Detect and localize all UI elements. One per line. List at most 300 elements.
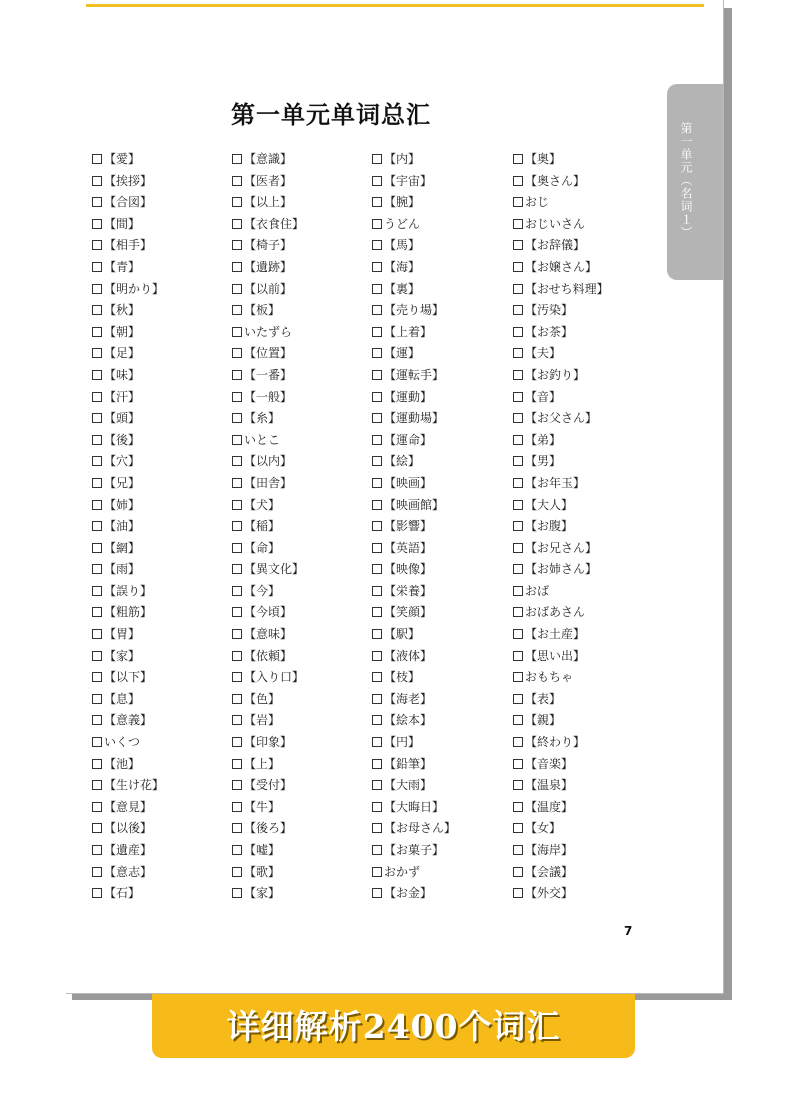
checkbox-icon[interactable] <box>513 651 523 661</box>
vocab-word: 【嘘】 <box>244 843 281 857</box>
checkbox-icon[interactable] <box>92 348 102 358</box>
checkbox-icon[interactable] <box>92 262 102 272</box>
vocab-word: 【運】 <box>384 346 421 361</box>
vocab-word: 【網】 <box>104 540 141 555</box>
checkbox-icon[interactable] <box>372 888 382 898</box>
checkbox-icon[interactable] <box>232 888 242 898</box>
checkbox-icon[interactable] <box>372 845 382 855</box>
vocab-word: 【お母さん】 <box>384 821 457 836</box>
checkbox-icon[interactable] <box>372 564 382 574</box>
vocab-item <box>232 430 304 452</box>
checkbox-icon[interactable] <box>232 586 242 596</box>
checkbox-icon[interactable] <box>513 521 523 531</box>
vocab-item <box>232 862 304 884</box>
checkbox-icon[interactable] <box>513 564 523 574</box>
vocab-word: 【音楽】 <box>525 756 574 771</box>
vocab-item <box>513 451 609 473</box>
vocab-item <box>372 559 456 581</box>
checkbox-icon[interactable] <box>513 370 523 380</box>
vocab-item <box>92 602 164 624</box>
checkbox-icon[interactable] <box>513 780 523 790</box>
checkbox-icon[interactable] <box>92 197 102 207</box>
vocab-item <box>232 581 304 603</box>
vocab-item <box>232 451 304 473</box>
vocab-word: 【犬】 <box>244 497 281 512</box>
checkbox-icon[interactable] <box>92 651 102 661</box>
vocab-item <box>372 451 456 473</box>
vocab-word: 【売り場】 <box>384 303 445 318</box>
checkbox-icon[interactable] <box>372 867 382 877</box>
checkbox-icon[interactable] <box>92 435 102 445</box>
checkbox-icon[interactable] <box>372 521 382 531</box>
vocab-item <box>232 192 304 214</box>
checkbox-icon[interactable] <box>92 867 102 877</box>
checkbox-icon[interactable] <box>372 737 382 747</box>
checkbox-icon[interactable] <box>92 564 102 574</box>
checkbox-icon[interactable] <box>92 284 102 294</box>
vocab-item <box>513 667 609 689</box>
checkbox-icon[interactable] <box>232 802 242 812</box>
checkbox-icon[interactable] <box>513 348 523 358</box>
vocab-item <box>232 538 304 560</box>
vocab-item <box>513 689 609 711</box>
vocab-word: 【思い出】 <box>525 648 586 663</box>
checkbox-icon[interactable] <box>513 500 523 510</box>
checkbox-icon[interactable] <box>232 780 242 790</box>
checkbox-icon[interactable] <box>372 586 382 596</box>
vocab-item <box>232 214 304 236</box>
vocab-word: 【生け花】 <box>104 778 165 793</box>
checkbox-icon[interactable] <box>372 262 382 272</box>
vocab-item <box>372 387 456 409</box>
vocab-word: 【運動】 <box>384 389 433 404</box>
vocab-item <box>372 235 456 257</box>
checkbox-icon[interactable] <box>372 543 382 553</box>
vocab-word: 【お父さん】 <box>525 411 598 426</box>
vocab-word: いたずら <box>244 324 293 339</box>
checkbox-icon[interactable] <box>232 672 242 682</box>
checkbox-icon[interactable] <box>513 629 523 639</box>
vocab-word: 【夫】 <box>525 346 562 361</box>
vocab-item <box>372 279 456 301</box>
vocab-word: 【意義】 <box>104 713 153 728</box>
checkbox-icon[interactable] <box>513 284 523 294</box>
vocab-word: 【味】 <box>104 367 141 382</box>
checkbox-icon[interactable] <box>92 715 102 725</box>
vocab-item <box>232 559 304 581</box>
vocab-word: 【外交】 <box>525 886 574 901</box>
vocab-item <box>513 646 609 668</box>
checkbox-icon[interactable] <box>372 240 382 250</box>
vocab-word: 【海】 <box>384 259 421 274</box>
vocab-item <box>232 257 304 279</box>
vocab-word: 【池】 <box>104 756 141 771</box>
checkbox-icon[interactable] <box>372 305 382 315</box>
vocab-word: 【枝】 <box>384 670 421 685</box>
checkbox-icon[interactable] <box>513 305 523 315</box>
vocab-word: うどん <box>384 216 421 231</box>
vocab-word: 【液体】 <box>384 648 433 663</box>
vocab-item <box>513 408 609 430</box>
vocab-item <box>513 343 609 365</box>
checkbox-icon[interactable] <box>92 759 102 769</box>
checkbox-icon[interactable] <box>92 780 102 790</box>
vocab-word: 【岩】 <box>244 713 281 728</box>
vocab-word: おじいさん <box>525 216 586 231</box>
checkbox-icon[interactable] <box>92 327 102 337</box>
checkbox-icon[interactable] <box>513 197 523 207</box>
vocab-word: 【間】 <box>104 216 141 231</box>
checkbox-icon[interactable] <box>92 629 102 639</box>
checkbox-icon[interactable] <box>92 586 102 596</box>
checkbox-icon[interactable] <box>513 715 523 725</box>
checkbox-icon[interactable] <box>372 176 382 186</box>
vocab-item <box>92 883 164 905</box>
vocab-item <box>372 171 456 193</box>
checkbox-icon[interactable] <box>513 607 523 617</box>
checkbox-icon[interactable] <box>372 219 382 229</box>
vocab-word: 【宇宙】 <box>384 173 433 188</box>
checkbox-icon[interactable] <box>513 413 523 423</box>
vocab-item <box>92 646 164 668</box>
vocab-item <box>372 602 456 624</box>
checkbox-icon[interactable] <box>232 370 242 380</box>
checkbox-icon[interactable] <box>232 413 242 423</box>
checkbox-icon[interactable] <box>513 737 523 747</box>
vocab-item <box>372 430 456 452</box>
vocab-item <box>513 516 609 538</box>
vocab-word: おもちゃ <box>525 670 574 685</box>
checkbox-icon[interactable] <box>372 348 382 358</box>
vocab-word: 【お姉さん】 <box>525 562 598 577</box>
vocab-word: 【女】 <box>525 821 562 836</box>
checkbox-icon[interactable] <box>92 219 102 229</box>
checkbox-icon[interactable] <box>92 694 102 704</box>
vocab-item <box>372 840 456 862</box>
vocab-word: 【終わり】 <box>525 735 586 750</box>
vocab-item <box>232 322 304 344</box>
checkbox-icon[interactable] <box>92 456 102 466</box>
vocab-item <box>232 667 304 689</box>
checkbox-icon[interactable] <box>92 413 102 423</box>
vocab-item <box>513 495 609 517</box>
vocab-item <box>232 171 304 193</box>
vocab-item <box>372 581 456 603</box>
vocab-item <box>232 408 304 430</box>
vocab-word: 【笑顔】 <box>384 605 433 620</box>
checkbox-icon[interactable] <box>372 500 382 510</box>
vocab-word: 【意味】 <box>244 627 293 642</box>
vocab-item <box>372 710 456 732</box>
vocab-item <box>372 689 456 711</box>
checkbox-icon[interactable] <box>232 176 242 186</box>
vocab-item <box>232 495 304 517</box>
vocab-word: 【映画】 <box>384 475 433 490</box>
checkbox-icon[interactable] <box>232 154 242 164</box>
vocab-word: 【円】 <box>384 735 421 750</box>
checkbox-icon[interactable] <box>513 888 523 898</box>
checkbox-icon[interactable] <box>92 888 102 898</box>
vocab-item <box>513 214 609 236</box>
vocab-word: 【板】 <box>244 303 281 318</box>
vocab-word: 【油】 <box>104 519 141 534</box>
vocab-item <box>372 473 456 495</box>
checkbox-icon[interactable] <box>232 823 242 833</box>
checkbox-icon[interactable] <box>513 586 523 596</box>
vocab-item <box>92 343 164 365</box>
checkbox-icon[interactable] <box>92 823 102 833</box>
checkbox-icon[interactable] <box>372 629 382 639</box>
vocab-word: 【奥】 <box>525 152 562 166</box>
vocab-word: 【お年玉】 <box>525 475 586 490</box>
checkbox-icon[interactable] <box>372 370 382 380</box>
vocab-item <box>92 235 164 257</box>
vocab-word: 【腕】 <box>384 195 421 210</box>
vocab-word: 【表】 <box>525 691 562 706</box>
checkbox-icon[interactable] <box>513 867 523 877</box>
vocab-word: 【胃】 <box>104 627 141 642</box>
checkbox-icon[interactable] <box>513 435 523 445</box>
vocab-word: 【映画館】 <box>384 497 445 512</box>
vocab-word: いとこ <box>244 432 281 447</box>
vocab-word: 【内】 <box>384 152 421 166</box>
checkbox-icon[interactable] <box>372 284 382 294</box>
checkbox-icon[interactable] <box>513 478 523 488</box>
checkbox-icon[interactable] <box>92 176 102 186</box>
vocab-item <box>92 689 164 711</box>
checkbox-icon[interactable] <box>232 305 242 315</box>
vocab-item <box>513 862 609 884</box>
checkbox-icon[interactable] <box>232 629 242 639</box>
vocab-item <box>92 408 164 430</box>
vocab-word: 【姉】 <box>104 497 141 512</box>
vocab-word: 【後ろ】 <box>244 821 293 836</box>
checkbox-icon[interactable] <box>372 823 382 833</box>
checkbox-icon[interactable] <box>232 867 242 877</box>
checkbox-icon[interactable] <box>92 672 102 682</box>
checkbox-icon[interactable] <box>232 845 242 855</box>
vocab-item <box>232 602 304 624</box>
checkbox-icon[interactable] <box>232 607 242 617</box>
checkbox-icon[interactable] <box>232 456 242 466</box>
checkbox-icon[interactable] <box>92 802 102 812</box>
checkbox-icon[interactable] <box>232 737 242 747</box>
checkbox-icon[interactable] <box>372 780 382 790</box>
vocab-word: 【親】 <box>525 713 562 728</box>
checkbox-icon[interactable] <box>372 651 382 661</box>
promo-banner <box>152 994 635 1058</box>
checkbox-icon[interactable] <box>92 478 102 488</box>
checkbox-icon[interactable] <box>513 543 523 553</box>
checkbox-icon[interactable] <box>232 564 242 574</box>
checkbox-icon[interactable] <box>372 413 382 423</box>
checkbox-icon[interactable] <box>92 370 102 380</box>
vocab-item <box>92 775 164 797</box>
checkbox-icon[interactable] <box>92 521 102 531</box>
checkbox-icon[interactable] <box>513 802 523 812</box>
vocab-item <box>513 171 609 193</box>
checkbox-icon[interactable] <box>513 823 523 833</box>
vocab-item <box>372 365 456 387</box>
vocab-item <box>513 300 609 322</box>
vocab-word: 【命】 <box>244 540 281 555</box>
checkbox-icon[interactable] <box>92 392 102 402</box>
checkbox-icon[interactable] <box>232 197 242 207</box>
vocab-word: 【大雨】 <box>384 778 433 793</box>
vocab-word: 【以内】 <box>244 454 293 469</box>
vocab-word: 【お兄さん】 <box>525 540 598 555</box>
vocab-item <box>513 559 609 581</box>
vocab-word: 【相手】 <box>104 238 153 253</box>
checkbox-icon[interactable] <box>232 651 242 661</box>
vocab-item <box>92 710 164 732</box>
word-column-4 <box>513 149 609 905</box>
checkbox-icon[interactable] <box>232 435 242 445</box>
vocab-item <box>372 667 456 689</box>
checkbox-icon[interactable] <box>513 327 523 337</box>
word-column-2 <box>232 149 304 905</box>
vocab-word: 【異文化】 <box>244 562 305 577</box>
checkbox-icon[interactable] <box>372 456 382 466</box>
vocab-word: 【今頃】 <box>244 605 293 620</box>
checkbox-icon[interactable] <box>92 845 102 855</box>
vocab-item <box>232 235 304 257</box>
vocab-item <box>232 149 304 171</box>
vocab-item <box>232 883 304 905</box>
checkbox-icon[interactable] <box>232 392 242 402</box>
vocab-word: 【牛】 <box>244 799 281 814</box>
vocab-word: 【汚染】 <box>525 303 574 318</box>
checkbox-icon[interactable] <box>372 435 382 445</box>
checkbox-icon[interactable] <box>232 327 242 337</box>
checkbox-icon[interactable] <box>372 478 382 488</box>
unit-side-tab-label: 第一单元（名词１） <box>679 122 693 239</box>
checkbox-icon[interactable] <box>513 759 523 769</box>
word-column-3 <box>372 149 456 905</box>
vocab-word: 【映像】 <box>384 562 433 577</box>
vocab-item <box>513 581 609 603</box>
vocab-item <box>513 602 609 624</box>
checkbox-icon[interactable] <box>92 543 102 553</box>
vocab-item <box>513 797 609 819</box>
vocab-item <box>513 775 609 797</box>
vocab-word: 【雨】 <box>104 562 141 577</box>
vocab-word: 【息】 <box>104 691 141 706</box>
checkbox-icon[interactable] <box>92 154 102 164</box>
vocab-word: 【裏】 <box>384 281 421 296</box>
vocab-item <box>92 732 164 754</box>
checkbox-icon[interactable] <box>513 176 523 186</box>
checkbox-icon[interactable] <box>513 262 523 272</box>
checkbox-icon[interactable] <box>232 521 242 531</box>
checkbox-icon[interactable] <box>92 737 102 747</box>
vocab-word: 【糸】 <box>244 411 281 426</box>
checkbox-icon[interactable] <box>232 348 242 358</box>
vocab-item <box>232 516 304 538</box>
vocab-item <box>232 689 304 711</box>
checkbox-icon[interactable] <box>232 284 242 294</box>
checkbox-icon[interactable] <box>513 154 523 164</box>
vocab-item <box>372 322 456 344</box>
checkbox-icon[interactable] <box>372 154 382 164</box>
checkbox-icon[interactable] <box>513 694 523 704</box>
checkbox-icon[interactable] <box>513 219 523 229</box>
vocab-item <box>513 732 609 754</box>
checkbox-icon[interactable] <box>513 392 523 402</box>
checkbox-icon[interactable] <box>372 802 382 812</box>
checkbox-icon[interactable] <box>232 219 242 229</box>
vocab-item <box>232 710 304 732</box>
checkbox-icon[interactable] <box>372 759 382 769</box>
vocab-word: 【絵本】 <box>384 713 433 728</box>
checkbox-icon[interactable] <box>372 607 382 617</box>
vocab-word: 【温度】 <box>525 799 574 814</box>
vocab-word: 【田舎】 <box>244 475 293 490</box>
vocab-item <box>513 235 609 257</box>
vocab-word: 【男】 <box>525 454 562 469</box>
checkbox-icon[interactable] <box>92 305 102 315</box>
checkbox-icon[interactable] <box>372 197 382 207</box>
vocab-item <box>92 387 164 409</box>
vocab-word: 【弟】 <box>525 432 562 447</box>
vocab-word: 【依頼】 <box>244 648 293 663</box>
checkbox-icon[interactable] <box>232 543 242 553</box>
checkbox-icon[interactable] <box>232 478 242 488</box>
vocab-word: 【合図】 <box>104 195 153 210</box>
page-title: 第一单元单词总汇 <box>231 100 431 129</box>
checkbox-icon[interactable] <box>372 715 382 725</box>
vocab-word: 【栄養】 <box>384 583 433 598</box>
checkbox-icon[interactable] <box>513 240 523 250</box>
vocab-item <box>232 732 304 754</box>
checkbox-icon[interactable] <box>232 262 242 272</box>
vocab-item <box>232 387 304 409</box>
checkbox-icon[interactable] <box>232 694 242 704</box>
vocab-item <box>372 257 456 279</box>
vocab-item <box>232 300 304 322</box>
checkbox-icon[interactable] <box>372 327 382 337</box>
checkbox-icon[interactable] <box>372 392 382 402</box>
checkbox-icon[interactable] <box>232 759 242 769</box>
vocab-word: 【家】 <box>104 648 141 663</box>
vocab-item <box>232 840 304 862</box>
vocab-word: 【足】 <box>104 346 141 361</box>
checkbox-icon[interactable] <box>92 500 102 510</box>
vocab-item <box>372 149 456 171</box>
vocab-word: 【音】 <box>525 389 562 404</box>
checkbox-icon[interactable] <box>232 240 242 250</box>
vocab-item <box>372 192 456 214</box>
checkbox-icon[interactable] <box>92 240 102 250</box>
checkbox-icon[interactable] <box>513 456 523 466</box>
checkbox-icon[interactable] <box>372 672 382 682</box>
checkbox-icon[interactable] <box>232 715 242 725</box>
checkbox-icon[interactable] <box>92 607 102 617</box>
checkbox-icon[interactable] <box>513 845 523 855</box>
vocab-item <box>92 365 164 387</box>
vocab-word: 【おせち料理】 <box>525 281 609 296</box>
vocab-item <box>372 754 456 776</box>
vocab-word: 【以前】 <box>244 281 293 296</box>
checkbox-icon[interactable] <box>372 694 382 704</box>
vocab-word: 【遺跡】 <box>244 259 293 274</box>
checkbox-icon[interactable] <box>513 672 523 682</box>
vocab-item <box>92 171 164 193</box>
checkbox-icon[interactable] <box>232 500 242 510</box>
vocab-word: 【以後】 <box>104 821 153 836</box>
vocab-item <box>372 495 456 517</box>
vocab-item <box>92 473 164 495</box>
